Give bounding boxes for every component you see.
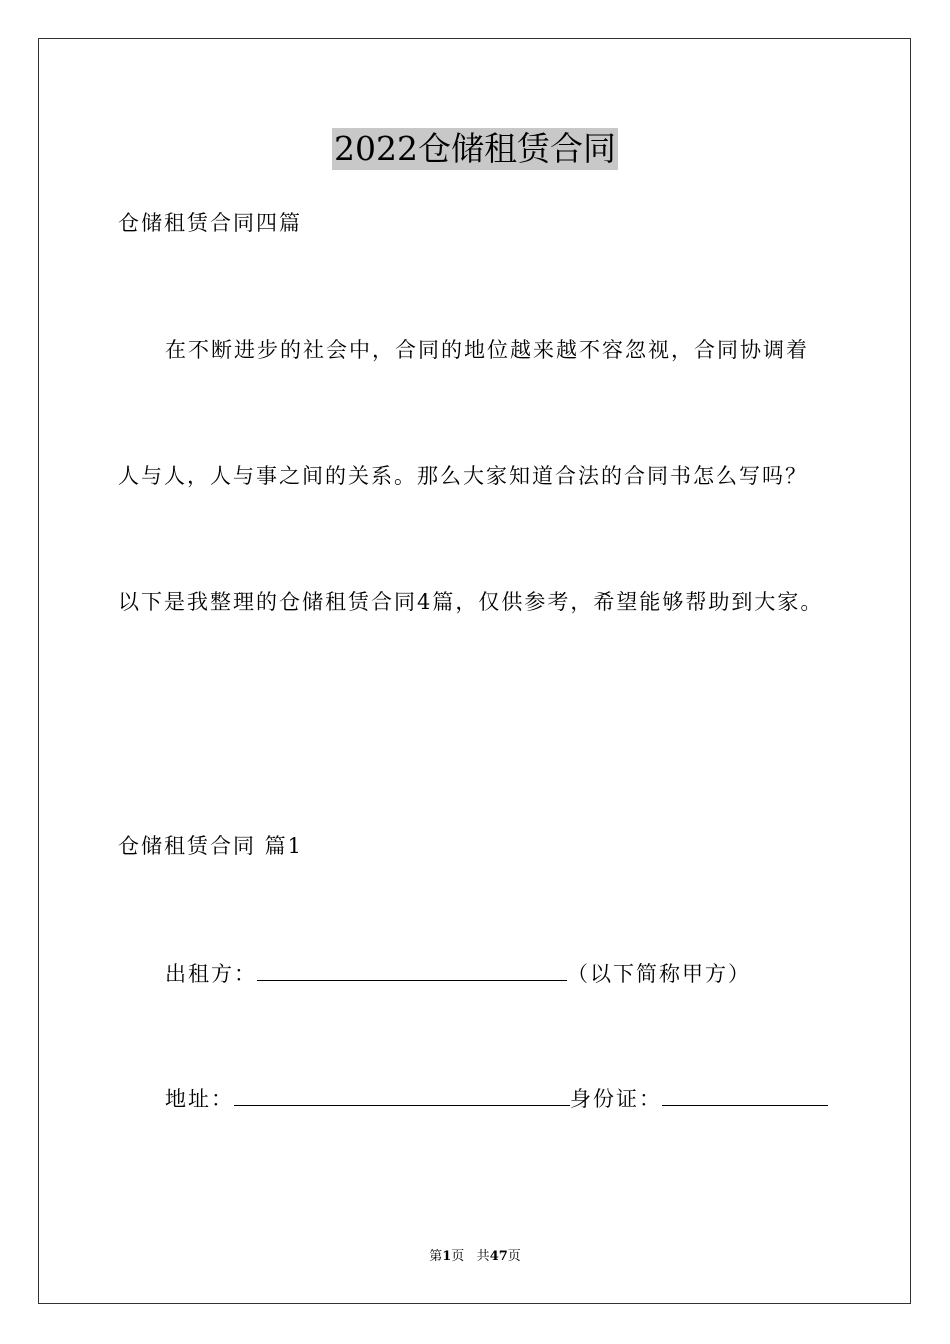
lessor-label: 出租方： [165,962,257,986]
lessor-note: （以下简称甲方） [567,962,751,986]
intro-paragraph-line-3: 以下是我整理的仓储租赁合同4篇，仅供参考，希望能够帮助到大家。 [118,590,824,614]
footer-total-number: 47 [489,1249,508,1264]
address-line [165,1083,828,1113]
footer-page-number: 1 [442,1249,452,1264]
footer-total-suffix: 页 [507,1249,521,1264]
footer-page-suffix: 页 [451,1249,465,1264]
lessor-blank [257,958,567,981]
footer-total-prefix: 共 [476,1249,490,1264]
footer-page-prefix: 第 [429,1249,443,1264]
document-subtitle: 仓储租赁合同四篇 [118,211,302,235]
id-label: 身份证： [570,1087,662,1111]
address-label: 地址： [165,1087,234,1111]
intro-paragraph-line-1: 在不断进步的社会中，合同的地位越来越不容忽视，合同协调着 [165,338,809,362]
lessor-line [165,958,751,988]
document-title: 2022仓储租赁合同 [334,129,616,168]
section-heading: 仓储租赁合同 篇1 [118,834,304,858]
intro-paragraph-line-2: 人与人，人与事之间的关系。那么大家知道合法的合同书怎么写吗？ [118,464,808,488]
document-title-wrap [0,128,950,170]
id-blank [662,1083,828,1106]
address-blank [234,1083,570,1106]
page-footer [0,1248,950,1266]
